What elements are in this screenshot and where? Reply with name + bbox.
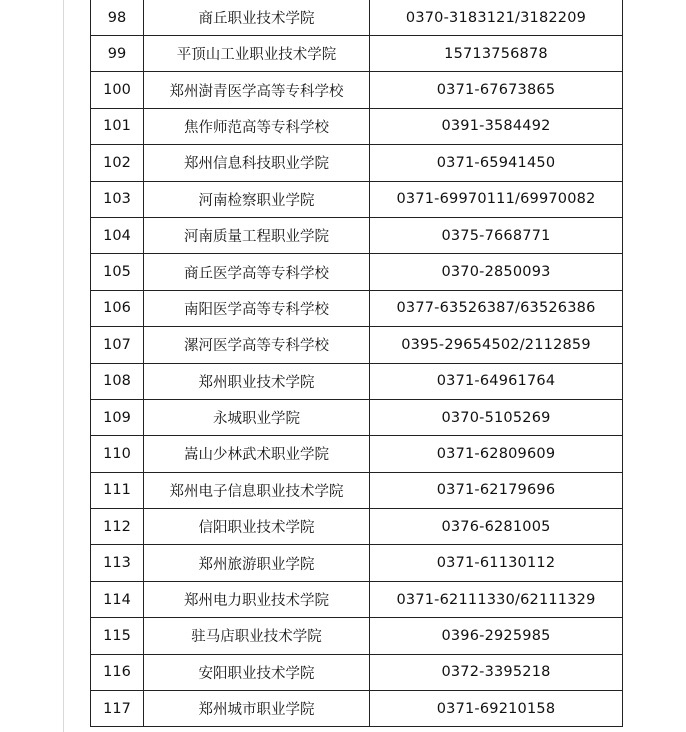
table-row — [91, 436, 623, 472]
phone-number-cell: 15713756878 — [370, 36, 623, 72]
table-body — [91, 0, 623, 727]
school-name-cell: 郑州澍青医学高等专科学校 — [144, 72, 370, 108]
school-name-cell: 平顶山工业职业技术学院 — [144, 36, 370, 72]
row-number-cell: 109 — [91, 399, 144, 435]
row-number-cell: 114 — [91, 581, 144, 617]
phone-number-cell: 0376-6281005 — [370, 509, 623, 545]
table-row — [91, 254, 623, 290]
school-name-cell: 安阳职业技术学院 — [144, 654, 370, 690]
phone-number-cell: 0370-2850093 — [370, 254, 623, 290]
row-number-cell: 103 — [91, 181, 144, 217]
row-number-cell: 101 — [91, 108, 144, 144]
school-name-cell: 郑州职业技术学院 — [144, 363, 370, 399]
phone-number-cell: 0371-69970111/69970082 — [370, 181, 623, 217]
school-name-cell: 商丘职业技术学院 — [144, 0, 370, 36]
table-row — [91, 72, 623, 108]
phone-number-cell: 0395-29654502/2112859 — [370, 327, 623, 363]
phone-number-cell: 0377-63526387/63526386 — [370, 290, 623, 326]
phone-number-cell: 0372-3395218 — [370, 654, 623, 690]
phone-number-cell: 0371-62179696 — [370, 472, 623, 508]
table-row — [91, 545, 623, 581]
school-name-cell: 驻马店职业技术学院 — [144, 618, 370, 654]
table-row — [91, 618, 623, 654]
table-row — [91, 581, 623, 617]
school-name-cell: 郑州城市职业学院 — [144, 691, 370, 727]
school-name-cell: 郑州电力职业技术学院 — [144, 581, 370, 617]
row-number-cell: 99 — [91, 36, 144, 72]
row-number-cell: 105 — [91, 254, 144, 290]
school-name-cell: 商丘医学高等专科学校 — [144, 254, 370, 290]
row-number-cell: 98 — [91, 0, 144, 36]
row-number-cell: 100 — [91, 72, 144, 108]
table-row — [91, 399, 623, 435]
row-number-cell: 111 — [91, 472, 144, 508]
row-number-cell: 108 — [91, 363, 144, 399]
table-row — [91, 327, 623, 363]
phone-number-cell: 0370-3183121/3182209 — [370, 0, 623, 36]
school-name-cell: 郑州信息科技职业学院 — [144, 145, 370, 181]
phone-number-cell: 0391-3584492 — [370, 108, 623, 144]
table-row — [91, 290, 623, 326]
school-name-cell: 信阳职业技术学院 — [144, 509, 370, 545]
row-number-cell: 104 — [91, 217, 144, 253]
row-number-cell: 117 — [91, 691, 144, 727]
row-number-cell: 106 — [91, 290, 144, 326]
page-edge-line — [63, 0, 64, 732]
table-row — [91, 145, 623, 181]
table-row — [91, 0, 623, 36]
table-row — [91, 691, 623, 727]
table-row — [91, 472, 623, 508]
phone-number-cell: 0396-2925985 — [370, 618, 623, 654]
row-number-cell: 112 — [91, 509, 144, 545]
school-name-cell: 嵩山少林武术职业学院 — [144, 436, 370, 472]
school-name-cell: 焦作师范高等专科学校 — [144, 108, 370, 144]
phone-number-cell: 0371-69210158 — [370, 691, 623, 727]
row-number-cell: 102 — [91, 145, 144, 181]
table-row — [91, 181, 623, 217]
phone-number-cell: 0371-65941450 — [370, 145, 623, 181]
phone-number-cell: 0371-64961764 — [370, 363, 623, 399]
row-number-cell: 113 — [91, 545, 144, 581]
phone-number-cell: 0371-61130112 — [370, 545, 623, 581]
row-number-cell: 115 — [91, 618, 144, 654]
table-row — [91, 217, 623, 253]
phone-number-cell: 0370-5105269 — [370, 399, 623, 435]
table-row — [91, 108, 623, 144]
school-name-cell: 郑州旅游职业学院 — [144, 545, 370, 581]
phone-number-cell: 0371-62111330/62111329 — [370, 581, 623, 617]
row-number-cell: 116 — [91, 654, 144, 690]
table-row — [91, 654, 623, 690]
row-number-cell: 107 — [91, 327, 144, 363]
school-name-cell: 永城职业学院 — [144, 399, 370, 435]
table-row — [91, 363, 623, 399]
phone-number-cell: 0371-67673865 — [370, 72, 623, 108]
school-name-cell: 漯河医学高等专科学校 — [144, 327, 370, 363]
school-name-cell: 郑州电子信息职业技术学院 — [144, 472, 370, 508]
phone-number-cell: 0375-7668771 — [370, 217, 623, 253]
college-contact-table — [90, 0, 623, 727]
table-row — [91, 509, 623, 545]
row-number-cell: 110 — [91, 436, 144, 472]
phone-number-cell: 0371-62809609 — [370, 436, 623, 472]
school-name-cell: 河南检察职业学院 — [144, 181, 370, 217]
school-name-cell: 南阳医学高等专科学校 — [144, 290, 370, 326]
school-name-cell: 河南质量工程职业学院 — [144, 217, 370, 253]
table-row — [91, 36, 623, 72]
